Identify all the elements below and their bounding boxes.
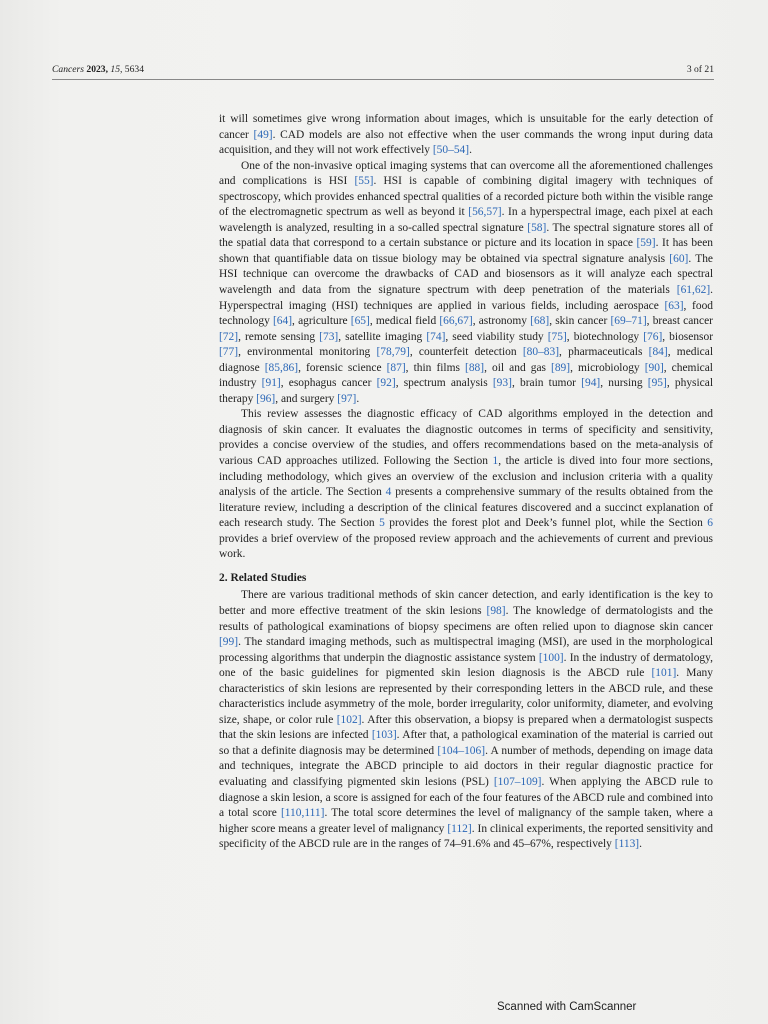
citation-link[interactable]: [60]	[669, 252, 689, 265]
citation-link[interactable]: [89]	[551, 361, 571, 374]
citation-link[interactable]: [69–71]	[610, 315, 647, 328]
citation-link[interactable]: [93]	[492, 377, 512, 390]
citation-link[interactable]: [65]	[350, 315, 370, 328]
citation-link[interactable]: [75]	[547, 330, 567, 343]
citation-link[interactable]: 1	[492, 455, 499, 468]
paragraph-2: One of the non-invasive optical imaging systems that can overcome all the aforementioned challenges and complications is HSI [55]. HSI is capable of combining digital imagery with techniques of spectroscopy, which provides enhanced spectral qualities of a recorded picture both within the visible range of the electromagnetic spectrum as well as beyond it [56,57]. In a hyperspectral image, each pixel at each wavelength is analyzed, resulting in a so-called spectral signature [58]. The spectral signature stores all of the spatial data that correspond to a certain substance or picture and its location in space [59]. It has been shown that quantifiable data on tissue biology may be obtained via spectral signature analysis [60]. The HSI technique can overcome the drawbacks of CAD and biosensors as it will analyze each spectral wavelength and data from the signature spectrum with deep penetration of the materials [61,62]. Hyperspectral imaging (HSI) techniques are applied in various fields, including aerospace [63], food technology [64], agriculture [65], medical field [66,67], astronomy [68], skin cancer [69–71], breast cancer [72], remote sensing [73], satellite imaging [74], seed viability study [75], biotechnology [76], biosensor [77], environmental monitoring [78,79], counterfeit detection [80–83], pharmaceuticals [84], medical diagnose [85,86], forensic science [87], thin films [88], oil and gas [89], microbiology [90], chemical industry [91], esophagus cancer [92], spectrum analysis [93], brain tumor [94], nursing [95], physical therapy [96], and surgery [97].	[219, 159, 714, 405]
citation-link[interactable]: [64]	[272, 315, 293, 328]
citation-link[interactable]: [97]	[337, 392, 357, 405]
citation-link[interactable]: [110,111]	[280, 807, 325, 820]
citation-link[interactable]: [98]	[486, 604, 506, 617]
citation-link[interactable]: 5	[379, 517, 385, 530]
citation-link[interactable]: [74]	[426, 330, 446, 343]
citation-link[interactable]: [100]	[538, 651, 564, 664]
citation-link[interactable]: [85,86]	[264, 361, 299, 374]
citation-link[interactable]: [56,57]	[468, 206, 502, 219]
citation-link[interactable]: [92]	[376, 377, 396, 390]
section-number: 2.	[219, 571, 228, 584]
citation-link[interactable]: 4	[385, 486, 392, 499]
citation-link[interactable]: [58]	[527, 221, 547, 234]
citation-link[interactable]: [59]	[636, 237, 656, 250]
citation-link[interactable]: [96]	[256, 392, 276, 405]
journal-year: 2023,	[86, 64, 108, 75]
citation-link[interactable]: [50–54]	[432, 144, 470, 157]
citation-link[interactable]: [94]	[581, 377, 601, 390]
citation-link[interactable]: [107–109]	[493, 775, 542, 788]
citation-link[interactable]: [104–106]	[437, 744, 486, 757]
citation-link[interactable]: [103]	[371, 729, 397, 742]
citation-link[interactable]: [61,62]	[676, 284, 711, 297]
section-heading	[219, 571, 713, 587]
citation-link[interactable]: [91]	[261, 377, 281, 390]
citation-link[interactable]: [113]	[614, 838, 640, 851]
citation-link[interactable]: [84]	[648, 346, 668, 359]
header-rule	[52, 79, 714, 80]
journal-volume: 15,	[110, 64, 123, 75]
citation-link[interactable]: [77]	[219, 346, 239, 359]
citation-link[interactable]: [63]	[664, 299, 684, 312]
main-text	[219, 112, 713, 853]
article-number: 5634	[124, 64, 144, 75]
paragraph-4: There are various traditional methods of skin cancer detection, and early identification is the key to better and more effective treatment of the skin lesions [98]. The knowledge of dermatologists and the results of pathological examinations of biopsy specimens are often relied upon to diagnose skin cancer [99]. The standard imaging methods, such as multispectral imaging (MSI), are used in the morphological processing algorithms that underpin the diagnostic assistance system [100]. In the industry of dermatology, one of the basic guidelines for pigmented skin lesion diagnosis is the ABCD rule [101]. Many characteristics of skin lesions are represented by their corresponding letters in the ABCD rule, and these characteristics include asymmetry of the mole, border irregularity, color uniformity, diameter, and evolving size, shape, or color rule [102]. After this observation, a biopsy is prepared when a dermatologist suspects that the skin lesions are infected [103]. After that, a pathological examination of the material is carried out so that a definite diagnosis may be determined [104–106]. A number of methods, depending on image data and techniques, integrate the ABCD principle to aid doctors in their regular diagnostic practice for evaluating and classifying pigmented skin lesions (PSL) [107–109]. When applying the ABCD rule to diagnose a skin lesion, a score is assigned for each of the four features of the ABCD rule and combined into a total score [110,111]. The total score determines the level of malignancy of the sample taken, where a higher score means a greater level of malignancy [112]. In clinical experiments, the reported sensitivity and specificity of the ABCD rule are in the ranges of 74–91.6% and 45–67%, respectively [113].	[219, 589, 713, 851]
citation-link[interactable]: [76]	[643, 330, 663, 343]
citation-link[interactable]: [101]	[651, 667, 677, 680]
journal-citation	[52, 64, 144, 76]
citation-link[interactable]: [68]	[530, 315, 550, 328]
citation-link[interactable]: [112]	[447, 822, 472, 835]
citation-link[interactable]: [49]	[253, 128, 273, 141]
citation-link[interactable]: [102]	[336, 713, 362, 726]
section-title: Related Studies	[230, 571, 307, 584]
citation-link[interactable]: [78,79]	[376, 346, 410, 359]
paragraph-3: This review assesses the diagnostic efficacy of CAD algorithms employed in the detection and diagnosis of skin cancer. It evaluates the diagnostic outcomes in terms of specificity and sensitivity, provides a concise overview of the studies, and offers recommendations based on the meta-analysis of various CAD approaches utilized. Following the Section 1, the article is dived into four more sections, including methodology, which gives an overview of the exclusion and inclusion criteria with a quality analysis of the article. The Section 4 presents a comprehensive summary of the results obtained from the literature review, including a description of the clinical features discovered and a succinct explanation of each research study. The Section 5 provides the forest plot and Deek’s funnel plot, while the Section 6 provides a brief overview of the proposed review approach and the achievements of current and previous work.	[219, 408, 713, 561]
citation-link[interactable]: [73]	[319, 330, 339, 343]
citation-link[interactable]: [88]	[465, 361, 485, 374]
citation-link[interactable]: [72]	[219, 330, 239, 343]
citation-link[interactable]: 6	[707, 517, 713, 530]
citation-link[interactable]: [66,67]	[439, 315, 473, 328]
citation-link[interactable]: [80–83]	[522, 346, 560, 359]
scanner-watermark: Scanned with CamScanner	[497, 1001, 637, 1013]
citation-link[interactable]: [55]	[354, 175, 374, 188]
journal-name: Cancers	[52, 64, 84, 75]
paragraph-1: it will sometimes give wrong information about images, which is unsuitable for the early detection of cancer [49]. CAD models are also not effective when the user commands the wrong input during data acquisition, and they will not work effectively [50–54].	[219, 113, 713, 157]
page-number: 3 of 21	[686, 64, 714, 75]
citation-link[interactable]: [99]	[219, 636, 239, 649]
citation-link[interactable]: [90]	[644, 361, 664, 374]
citation-link[interactable]: [95]	[647, 377, 667, 390]
citation-link[interactable]: [87]	[386, 361, 406, 374]
